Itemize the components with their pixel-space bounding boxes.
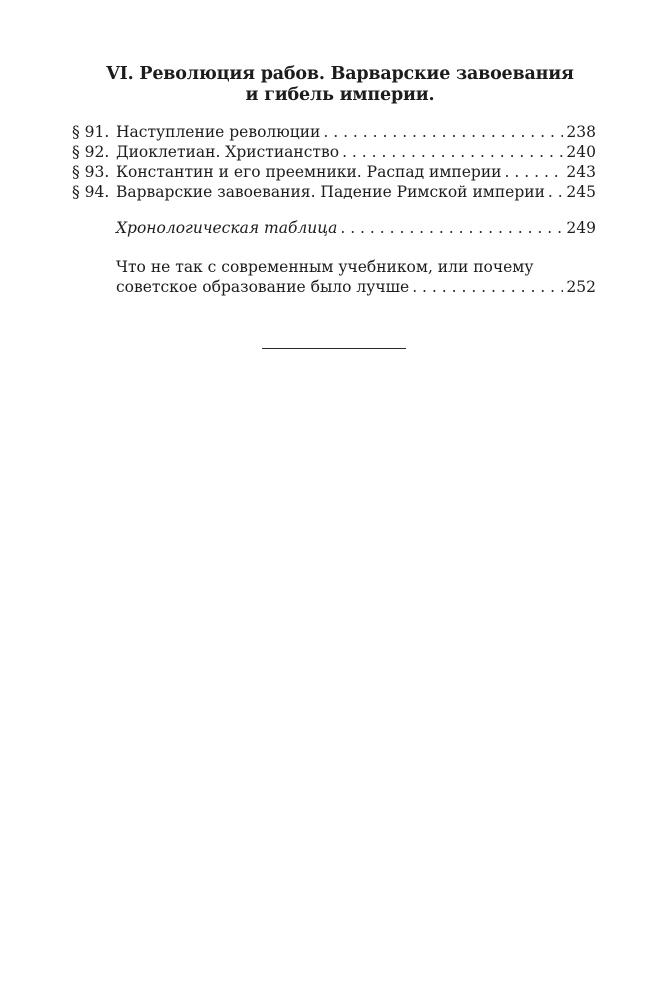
toc-entry-title: Варварские завоевания. Падение Римской империи [116, 183, 545, 201]
toc-extra-entry[interactable] [72, 257, 596, 297]
toc-entry-number: § 92. [72, 143, 110, 161]
toc-entry[interactable] [72, 162, 596, 182]
section-heading-line-2: и гибель империи. [245, 85, 435, 105]
toc-entry-page: 238 [566, 123, 596, 141]
chronology-title: Хронологическая таблица [116, 219, 338, 237]
toc-leader-dots [340, 218, 563, 238]
toc-entry-title: Константин и его преемники. Распад империи [116, 163, 502, 181]
toc-entry-page: 245 [566, 183, 596, 201]
toc-entry-title: Диоклетиан. Христианство [116, 143, 340, 161]
extra-page: 252 [566, 278, 596, 296]
toc-entry-number: § 91. [72, 123, 110, 141]
extra-title-line-1: Что не так с современным учебником, или почему [116, 258, 534, 276]
chronology-page: 249 [566, 219, 596, 237]
toc-leader-dots [548, 182, 563, 202]
toc-entry-page: 243 [566, 163, 596, 181]
section-heading [80, 64, 600, 106]
toc-entry-page: 240 [566, 143, 596, 161]
extra-title-line-2: советское образование было лучше [116, 278, 410, 296]
toc-entry-number: § 93. [72, 163, 110, 181]
section-heading-line-1: VI. Революция рабов. Варварские завоевания [106, 64, 574, 84]
toc-chronology-entry[interactable] [72, 218, 596, 238]
toc-list [72, 122, 596, 202]
toc-entry[interactable] [72, 182, 596, 202]
toc-entry[interactable] [72, 142, 596, 162]
toc-entry-title: Наступление революции [116, 123, 321, 141]
toc-leader-dots [412, 277, 563, 297]
toc-entry[interactable] [72, 122, 596, 142]
toc-leader-dots [505, 162, 563, 182]
toc-leader-dots [342, 142, 563, 162]
end-rule-divider [262, 348, 406, 349]
toc-leader-dots [323, 122, 563, 142]
toc-entry-number: § 94. [72, 183, 110, 201]
